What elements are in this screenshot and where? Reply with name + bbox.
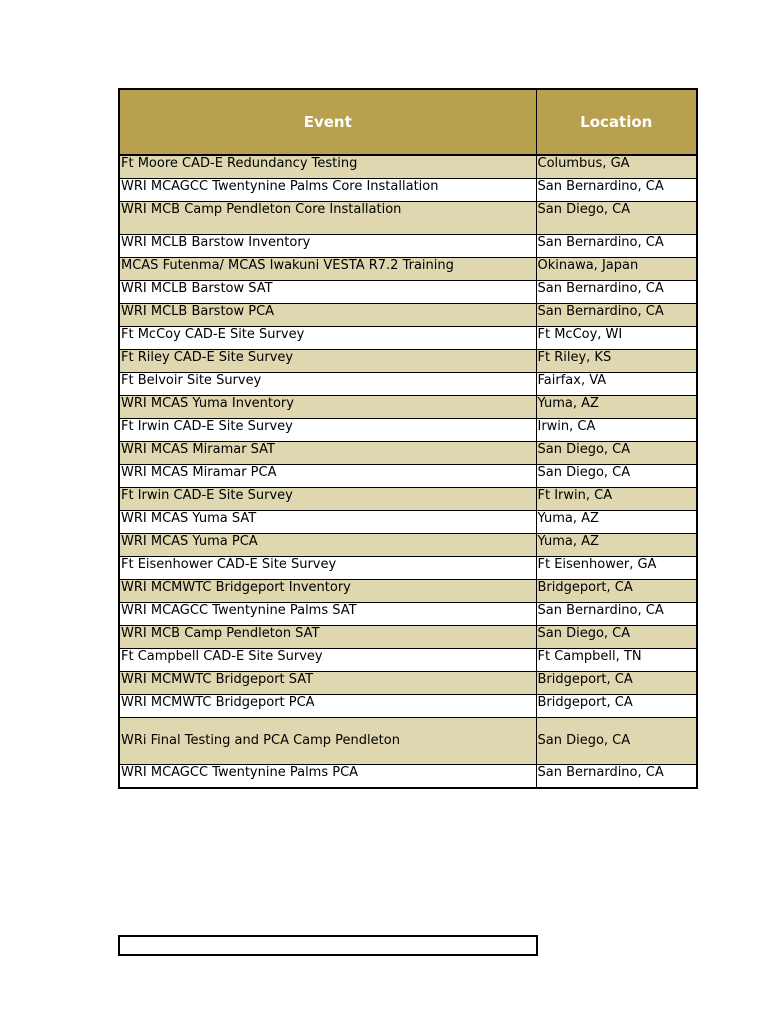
table-row (119, 765, 697, 789)
table-header-row (119, 89, 697, 155)
location-cell: San Diego, CA (536, 465, 697, 488)
event-cell: WRI MCAS Yuma SAT (119, 511, 536, 534)
location-cell: Ft McCoy, WI (536, 327, 697, 350)
table-row (119, 419, 697, 442)
table-row (119, 350, 697, 373)
event-cell: WRI MCB Camp Pendleton Core Installation (119, 202, 536, 235)
table-row (119, 327, 697, 350)
table-row (119, 465, 697, 488)
location-cell: Ft Campbell, TN (536, 649, 697, 672)
event-cell: WRI MCAS Miramar SAT (119, 442, 536, 465)
table-row (119, 488, 697, 511)
event-cell: WRI MCMWTC Bridgeport PCA (119, 695, 536, 718)
event-column-header: Event (119, 89, 536, 155)
location-cell: Bridgeport, CA (536, 580, 697, 603)
table-row (119, 626, 697, 649)
event-cell: MCAS Futenma/ MCAS Iwakuni VESTA R7.2 Training (119, 258, 536, 281)
event-cell: WRI MCMWTC Bridgeport Inventory (119, 580, 536, 603)
event-cell: WRI MCLB Barstow Inventory (119, 235, 536, 258)
location-cell: San Bernardino, CA (536, 281, 697, 304)
location-cell: Irwin, CA (536, 419, 697, 442)
location-cell: San Diego, CA (536, 626, 697, 649)
event-cell: Ft Moore CAD-E Redundancy Testing (119, 155, 536, 179)
location-cell: Ft Irwin, CA (536, 488, 697, 511)
event-cell: Ft Riley CAD-E Site Survey (119, 350, 536, 373)
table-row (119, 258, 697, 281)
event-cell: WRI MCMWTC Bridgeport SAT (119, 672, 536, 695)
location-cell: Yuma, AZ (536, 396, 697, 419)
event-cell: WRI MCLB Barstow SAT (119, 281, 536, 304)
table-row (119, 557, 697, 580)
table-row (119, 672, 697, 695)
table-row (119, 580, 697, 603)
table-row (119, 304, 697, 327)
location-cell: Okinawa, Japan (536, 258, 697, 281)
location-cell: San Diego, CA (536, 442, 697, 465)
event-cell: WRI MCLB Barstow PCA (119, 304, 536, 327)
event-cell: WRI MCB Camp Pendleton SAT (119, 626, 536, 649)
event-cell: Ft Belvoir Site Survey (119, 373, 536, 396)
event-cell: WRI MCAGCC Twentynine Palms Core Installation (119, 179, 536, 202)
location-cell: Fairfax, VA (536, 373, 697, 396)
location-cell: Bridgeport, CA (536, 672, 697, 695)
table-row (119, 718, 697, 765)
location-column-header: Location (536, 89, 697, 155)
location-cell: Ft Eisenhower, GA (536, 557, 697, 580)
table-row (119, 281, 697, 304)
table-row (119, 202, 697, 235)
location-cell: San Bernardino, CA (536, 603, 697, 626)
event-cell: WRI MCAS Miramar PCA (119, 465, 536, 488)
empty-bordered-box (118, 935, 538, 956)
table-row (119, 534, 697, 557)
location-cell: Yuma, AZ (536, 511, 697, 534)
table-row (119, 695, 697, 718)
location-cell: Ft Riley, KS (536, 350, 697, 373)
event-cell: Ft Eisenhower CAD-E Site Survey (119, 557, 536, 580)
event-cell: Ft McCoy CAD-E Site Survey (119, 327, 536, 350)
location-cell: San Bernardino, CA (536, 765, 697, 789)
event-cell: Ft Campbell CAD-E Site Survey (119, 649, 536, 672)
location-cell: San Bernardino, CA (536, 304, 697, 327)
location-cell: San Bernardino, CA (536, 235, 697, 258)
location-cell: Bridgeport, CA (536, 695, 697, 718)
table-row (119, 603, 697, 626)
location-cell: Yuma, AZ (536, 534, 697, 557)
event-cell: WRi Final Testing and PCA Camp Pendleton (119, 718, 536, 765)
table-row (119, 649, 697, 672)
event-cell: Ft Irwin CAD-E Site Survey (119, 488, 536, 511)
table-row (119, 511, 697, 534)
table-row (119, 235, 697, 258)
event-cell: WRI MCAGCC Twentynine Palms PCA (119, 765, 536, 789)
table-row (119, 442, 697, 465)
table-row (119, 396, 697, 419)
table-row (119, 155, 697, 179)
event-cell: Ft Irwin CAD-E Site Survey (119, 419, 536, 442)
event-cell: WRI MCAS Yuma Inventory (119, 396, 536, 419)
events-table (118, 88, 698, 789)
location-cell: Columbus, GA (536, 155, 697, 179)
location-cell: San Diego, CA (536, 718, 697, 765)
location-cell: San Bernardino, CA (536, 179, 697, 202)
event-cell: WRI MCAGCC Twentynine Palms SAT (119, 603, 536, 626)
event-cell: WRI MCAS Yuma PCA (119, 534, 536, 557)
table-row (119, 373, 697, 396)
location-cell: San Diego, CA (536, 202, 697, 235)
table-row (119, 179, 697, 202)
